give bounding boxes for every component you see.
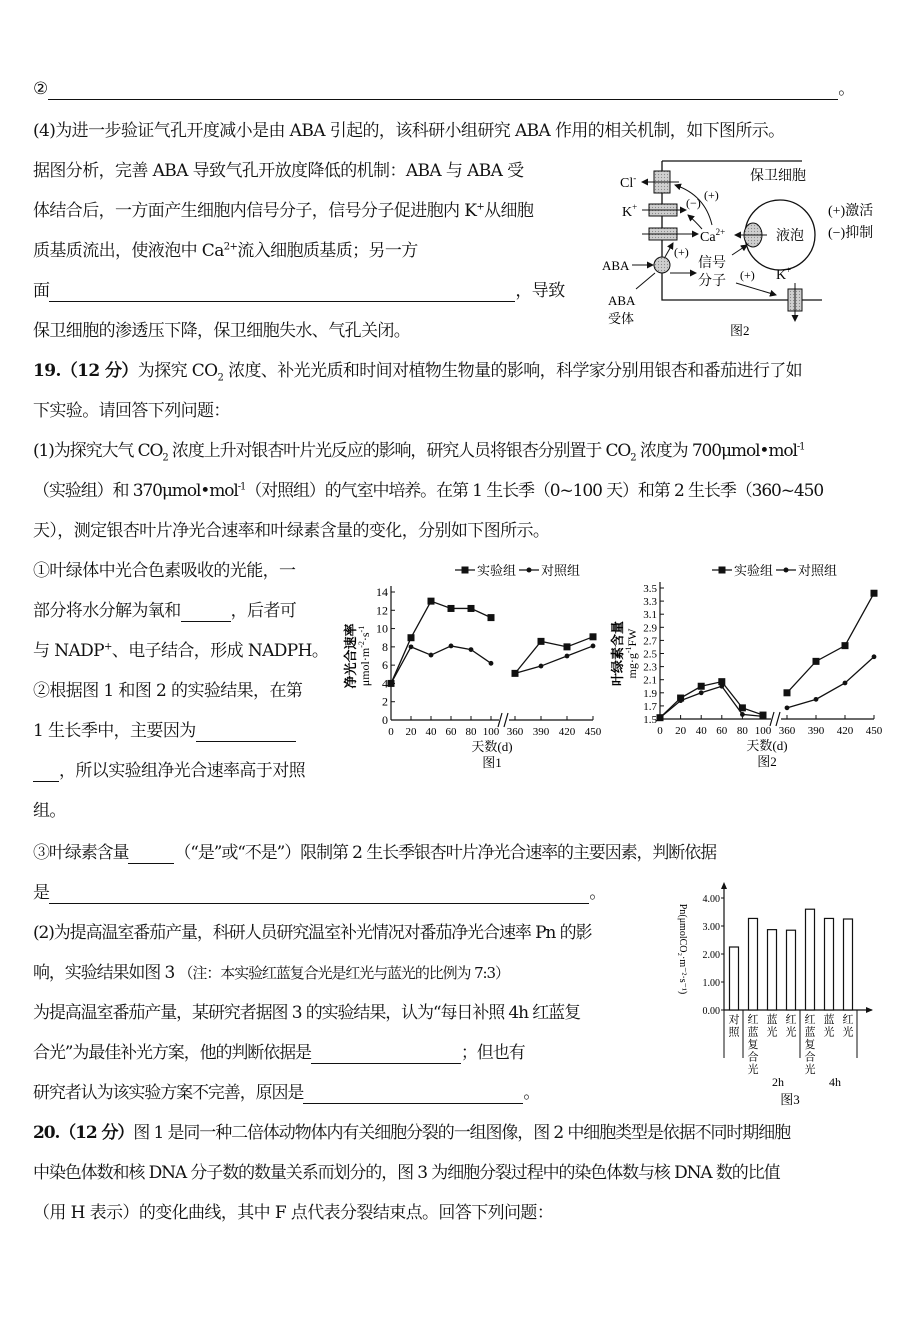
q19-q1-line3 bbox=[33, 640, 328, 662]
data-point-control bbox=[785, 705, 790, 710]
subscript: 2 bbox=[630, 452, 636, 464]
y-tick-label: 3.5 bbox=[643, 583, 657, 595]
data-point-control bbox=[719, 684, 724, 689]
data-point-control bbox=[429, 653, 434, 658]
receptor-label-1: ABA bbox=[608, 293, 636, 308]
text: 为探究 CO bbox=[137, 361, 218, 381]
category-label: 红 bbox=[842, 1014, 854, 1026]
y-axis-label-line2: $mg\cdot g^{-1}FW$ bbox=[624, 628, 639, 679]
data-point-experiment bbox=[538, 638, 545, 645]
y-axis-label: Pn(μmolCO₂·m⁻²·s⁻¹) bbox=[677, 903, 688, 995]
x-tick-label: 360 bbox=[506, 726, 524, 738]
q19-p1-line2 bbox=[33, 480, 823, 502]
q20-line3: （用 H 表示）的变化曲线，其中 F 点代表分裂结束点。回答下列问题： bbox=[33, 1203, 554, 1223]
q19-p1-line3: 天），测定银杏叶片净光合速率和叶绿素含量的变化，分别如下图所示。 bbox=[33, 521, 550, 541]
category-label: 蓝 bbox=[747, 1026, 759, 1039]
q19-q2-line3 bbox=[33, 760, 305, 782]
net-photosynthesis-chart bbox=[345, 558, 610, 778]
chart-figure-2 bbox=[612, 558, 892, 778]
x-tick-label: 80 bbox=[465, 726, 477, 738]
data-point-control bbox=[389, 681, 394, 686]
data-point-control bbox=[565, 654, 570, 659]
bar bbox=[768, 930, 777, 1010]
y-tick-label: 4 bbox=[382, 676, 388, 691]
chart-caption: 图1 bbox=[482, 755, 502, 770]
y-axis-label-line1: 叶绿素含量 bbox=[610, 620, 625, 687]
series-line-experiment bbox=[787, 593, 874, 693]
q19-q2-line4: 组。 bbox=[33, 801, 66, 821]
data-point-experiment bbox=[784, 689, 791, 696]
q19-p2-line1: (2)为提高温室番茄产量，科研人员研究温室补光情况对番茄净光合速率 Pn 的影 bbox=[33, 923, 592, 943]
data-point-control bbox=[843, 681, 848, 686]
question-number: 19. bbox=[33, 361, 61, 381]
q20-line1 bbox=[33, 1122, 790, 1144]
data-point-experiment bbox=[428, 598, 435, 605]
x-tick-label: 420 bbox=[558, 726, 576, 738]
legend-activate: (+)激活 bbox=[828, 204, 874, 219]
legend-marker-square bbox=[719, 567, 726, 574]
text: 浓度为 700μmol•mol bbox=[635, 441, 797, 461]
superscript: 2+ bbox=[223, 241, 238, 253]
q19-q3-line1 bbox=[33, 842, 716, 864]
vacuole-label: 液泡 bbox=[776, 229, 804, 244]
q19-p2-line2 bbox=[33, 962, 509, 984]
x-tick-label: 20 bbox=[405, 726, 417, 738]
text: 。 bbox=[589, 883, 606, 903]
period: 。 bbox=[838, 79, 856, 99]
cl-label: Cl- bbox=[620, 173, 637, 191]
x-tick-label: 450 bbox=[865, 725, 883, 737]
category-label: 复 bbox=[804, 1039, 816, 1051]
q19-p2-line3: 为提高温室番茄产量，某研究者据图 3 的实验结果，认为“每日补照 4h 红蓝复 bbox=[33, 1003, 580, 1023]
note: （注：本实验红蓝复合光是红光与蓝光的比例为 7:3） bbox=[178, 964, 509, 982]
text: ，所以实验组净光合速率高于对照 bbox=[59, 761, 305, 781]
text: ，导致 bbox=[515, 281, 565, 301]
q19-q3-line2 bbox=[33, 882, 606, 904]
group-label: 2h bbox=[772, 1075, 784, 1089]
ca-inhibits-k-arrow bbox=[688, 215, 702, 229]
text: 质基质流出，使液泡中 Ca bbox=[33, 241, 224, 261]
answer-blank-q18-2[interactable] bbox=[48, 81, 838, 100]
data-point-control bbox=[469, 647, 474, 652]
aba-receptor bbox=[654, 257, 670, 273]
y-axis-label-line2: $\mu mol\cdot m^{-2}\cdot s^{-1}$ bbox=[357, 625, 372, 687]
x-tick-label: 100 bbox=[754, 725, 772, 737]
data-point-experiment bbox=[813, 658, 820, 665]
receptor-pointer bbox=[636, 273, 655, 289]
y-tick-label: 1.7 bbox=[643, 700, 657, 713]
x-tick-label: 360 bbox=[778, 725, 796, 737]
data-point-control bbox=[740, 712, 745, 717]
text: ③叶绿素含量 bbox=[33, 843, 129, 863]
q19-q1-line2 bbox=[33, 600, 296, 622]
x-tick-label: 100 bbox=[482, 726, 500, 738]
text: 与 NADP bbox=[33, 641, 105, 661]
y-tick-label: 1.5 bbox=[643, 714, 657, 726]
item2-marker: ② bbox=[33, 79, 49, 99]
signal-label-1: 信号 bbox=[698, 256, 726, 271]
y-tick-label: 2.5 bbox=[643, 648, 657, 661]
data-point-experiment bbox=[698, 683, 705, 690]
superscript: -1 bbox=[796, 441, 805, 453]
q19-p2-line5 bbox=[33, 1082, 539, 1104]
data-point-experiment bbox=[590, 633, 597, 640]
q18-part4-line1: (4)为进一步验证气孔开度减小是由 ABA 引起的，该科研小组研究 ABA 作用的相关机制，如下图所示。 bbox=[33, 121, 785, 141]
legend-marker-square bbox=[462, 567, 469, 574]
text: ；但也有 bbox=[460, 1043, 525, 1063]
text: 研究者认为该实验方案不完善，原因是 bbox=[33, 1083, 304, 1103]
guard-cell-diagram bbox=[600, 155, 898, 340]
answer-blank-q19-p2a[interactable] bbox=[311, 1045, 461, 1064]
data-point-control bbox=[489, 661, 494, 666]
answer-blank-q19-2a[interactable] bbox=[196, 723, 296, 742]
bar bbox=[825, 918, 834, 1010]
chlorophyll-chart bbox=[612, 558, 892, 778]
legend-marker-dot bbox=[784, 568, 789, 573]
x-axis-label: 天数(d) bbox=[471, 739, 513, 754]
q19-intro-line1 bbox=[33, 360, 802, 382]
bar bbox=[844, 919, 853, 1010]
signal-k-arrow bbox=[736, 283, 776, 295]
x-tick-label: 0 bbox=[388, 726, 394, 738]
series-line-experiment bbox=[660, 682, 763, 718]
q19-q2-line2 bbox=[33, 720, 296, 742]
data-point-control bbox=[513, 671, 518, 676]
text: 浓度上升对银杏叶片光反应的影响，研究人员将银杏分别置于 CO bbox=[167, 441, 631, 461]
y-axis-arrow bbox=[721, 882, 727, 889]
y-tick-label: 2.7 bbox=[643, 635, 657, 648]
data-point-control bbox=[761, 714, 766, 719]
q20-line2: 中染色体数和核 DNA 分子数的数量关系而划分的，图 3 为细胞分裂过程中的染色体数与核 DNA 数的比值 bbox=[33, 1163, 780, 1183]
text: 1 生长季中，主要因为 bbox=[33, 721, 196, 741]
y-tick-label: 2.00 bbox=[702, 950, 720, 961]
answer-blank-q19-1[interactable] bbox=[181, 603, 231, 622]
q18-part4-line5 bbox=[33, 280, 565, 302]
bar bbox=[787, 930, 796, 1010]
x-axis-arrow bbox=[866, 1007, 873, 1013]
x-tick-label: 0 bbox=[657, 725, 663, 737]
signal-vacuole-arrow bbox=[732, 245, 747, 255]
question-score: （12 分） bbox=[60, 361, 138, 381]
figure-caption: 图2 bbox=[730, 323, 750, 338]
q18-item2-line bbox=[33, 78, 855, 100]
text: 图 1 是同一种二倍体动物体内有关细胞分裂的一组图像，图 2 中细胞类型是依据不同时期细胞 bbox=[133, 1123, 791, 1143]
q18-part4-line6: 保卫细胞的渗透压下降，保卫细胞失水、气孔关闭。 bbox=[33, 321, 411, 341]
x-tick-label: 20 bbox=[675, 725, 687, 737]
category-label: 蓝 bbox=[823, 1014, 835, 1026]
text: ，后者可 bbox=[230, 601, 297, 621]
series-line-control bbox=[660, 686, 763, 717]
x-tick-label: 420 bbox=[836, 725, 854, 737]
text: 合光”为最佳补光方案，他的判断依据是 bbox=[33, 1043, 311, 1063]
y-tick-label: 3.3 bbox=[643, 596, 657, 609]
group-label: 4h bbox=[829, 1075, 841, 1089]
receptor-activates-ca-arrow bbox=[665, 243, 673, 257]
series-line-experiment bbox=[515, 637, 593, 674]
legend-label-experiment: 实验组 bbox=[734, 563, 774, 578]
subscript: 2 bbox=[162, 452, 168, 464]
answer-blank-q19-3b[interactable] bbox=[49, 885, 589, 904]
bar bbox=[806, 909, 815, 1010]
chart-figure-3 bbox=[672, 880, 898, 1110]
x-tick-label: 60 bbox=[445, 726, 457, 738]
text: 流入细胞质基质；另一方 bbox=[237, 241, 418, 261]
legend-label-control: 对照组 bbox=[798, 563, 838, 578]
y-tick-label: 0 bbox=[382, 713, 388, 727]
signal-label-2: 分子 bbox=[698, 274, 726, 289]
text: 从细胞 bbox=[484, 201, 534, 221]
subscript: 2 bbox=[217, 372, 224, 384]
category-label: 蓝 bbox=[766, 1014, 778, 1026]
answer-blank-q19-3a[interactable] bbox=[128, 845, 174, 864]
text: （“是”或“不是”）限制第 2 生长季银杏叶片净光合速率的主要因素，判断依据 bbox=[174, 843, 716, 863]
data-point-experiment bbox=[842, 642, 849, 649]
x-tick-label: 390 bbox=[532, 726, 550, 738]
series-line-control bbox=[391, 646, 491, 683]
text: （对照组）的气室中培养。在第 1 生长季（0~100 天）和第 2 生长季（360~450 bbox=[245, 481, 824, 501]
axis-break-mark bbox=[776, 712, 780, 726]
q19-q1-line1: ①叶绿体中光合色素吸收的光能，一 bbox=[33, 561, 296, 581]
answer-blank-q18-4[interactable] bbox=[49, 283, 515, 302]
y-tick-label: 2.9 bbox=[643, 622, 657, 635]
text: 体结合后，一方面产生细胞内信号分子，信号分子促进胞内 K bbox=[33, 201, 477, 221]
x-tick-label: 450 bbox=[584, 726, 602, 738]
guard-cell-label: 保卫细胞 bbox=[750, 169, 806, 184]
category-label: 对 bbox=[728, 1014, 740, 1026]
category-label: 合 bbox=[747, 1051, 759, 1064]
k-out-label: K+ bbox=[776, 265, 792, 283]
category-label: 光 bbox=[747, 1064, 759, 1076]
superscript: + bbox=[104, 641, 112, 653]
y-tick-label: 1.00 bbox=[702, 978, 720, 989]
category-label: 光 bbox=[842, 1026, 854, 1039]
data-point-experiment bbox=[488, 614, 495, 621]
x-tick-label: 60 bbox=[716, 725, 728, 737]
plus-label: (+) bbox=[674, 245, 689, 259]
y-tick-label: 2.1 bbox=[643, 674, 657, 687]
pn-bar-chart bbox=[672, 880, 898, 1110]
category-label: 光 bbox=[785, 1026, 797, 1039]
plus-label: (+) bbox=[704, 188, 719, 202]
series-line-experiment bbox=[391, 601, 491, 683]
data-point-control bbox=[409, 644, 414, 649]
y-tick-label: 3.00 bbox=[702, 922, 720, 933]
data-point-experiment bbox=[871, 590, 878, 597]
category-label: 合 bbox=[804, 1051, 816, 1064]
answer-blank-q19-p2b[interactable] bbox=[303, 1085, 523, 1104]
data-point-control bbox=[591, 644, 596, 649]
y-tick-label: 6 bbox=[382, 658, 388, 673]
y-tick-label: 1.9 bbox=[643, 687, 657, 700]
k-label: K+ bbox=[622, 202, 638, 220]
data-point-experiment bbox=[468, 605, 475, 612]
q18-part4-line4 bbox=[33, 240, 418, 262]
y-tick-label: 0.00 bbox=[702, 1006, 720, 1017]
data-point-control bbox=[449, 644, 454, 649]
category-label: 红 bbox=[804, 1014, 816, 1026]
legend-label-experiment: 实验组 bbox=[477, 563, 517, 578]
plus-label: (+) bbox=[740, 268, 755, 282]
y-tick-label: 2.3 bbox=[643, 661, 657, 674]
x-tick-label: 40 bbox=[425, 726, 437, 738]
aba-label: ABA bbox=[602, 258, 630, 273]
y-tick-label: 10 bbox=[376, 621, 388, 636]
category-label: 红 bbox=[747, 1014, 759, 1026]
data-point-control bbox=[658, 715, 663, 720]
q19-p2-line4 bbox=[33, 1042, 525, 1064]
x-tick-label: 390 bbox=[807, 725, 825, 737]
text: 浓度、补光光质和时间对植物生物量的影响，科学家分别用银杏和番茄进行了如 bbox=[223, 361, 803, 381]
q19-p1-line1 bbox=[33, 440, 804, 462]
category-label: 复 bbox=[747, 1039, 759, 1051]
y-tick-label: 14 bbox=[376, 585, 388, 599]
bar bbox=[749, 918, 758, 1010]
ca-label: $Ca^{2+}$ bbox=[700, 227, 726, 245]
superscript: + bbox=[476, 201, 485, 213]
text: 、电子结合，形成 NADPH。 bbox=[111, 641, 329, 661]
data-point-control bbox=[814, 697, 819, 702]
superscript: -1 bbox=[237, 481, 246, 493]
axis-break-mark bbox=[504, 713, 508, 727]
text: 部分将水分解为氧和 bbox=[33, 601, 181, 621]
bar bbox=[730, 947, 739, 1010]
text: (1)为探究大气 CO bbox=[33, 441, 163, 461]
q18-part4-line2: 据图分析，完善 ABA 导致气孔开放度降低的机制：ABA 与 ABA 受 bbox=[33, 161, 524, 181]
text: 面 bbox=[33, 281, 50, 301]
y-tick-label: 3.1 bbox=[643, 609, 657, 622]
legend-label-control: 对照组 bbox=[541, 563, 581, 578]
text: 是 bbox=[33, 883, 50, 903]
receptor-label-2: 受体 bbox=[608, 311, 635, 326]
y-axis-label-line1: 净光合速率 bbox=[343, 623, 358, 689]
answer-blank-q19-2b[interactable] bbox=[33, 763, 59, 782]
category-label: 光 bbox=[804, 1064, 816, 1076]
text: 响，实验结果如图 3 bbox=[33, 963, 179, 983]
series-line-control bbox=[787, 657, 874, 708]
category-label: 红 bbox=[785, 1014, 797, 1026]
data-point-experiment bbox=[408, 634, 415, 641]
chart-caption: 图2 bbox=[757, 754, 777, 769]
y-tick-label: 8 bbox=[382, 639, 388, 654]
legend-inhibit: (−)抑制 bbox=[828, 226, 874, 241]
category-label: 光 bbox=[823, 1026, 835, 1039]
category-label: 照 bbox=[728, 1026, 740, 1039]
data-point-control bbox=[678, 698, 683, 703]
category-label: 光 bbox=[766, 1026, 778, 1039]
y-tick-label: 4.00 bbox=[702, 894, 720, 905]
minus-label: (−) bbox=[686, 196, 701, 210]
data-point-control bbox=[699, 690, 704, 695]
q19-intro-line2: 下实验。请回答下列问题： bbox=[33, 401, 230, 421]
text: 。 bbox=[523, 1083, 540, 1103]
chart-figure-1 bbox=[345, 558, 610, 778]
data-point-control bbox=[872, 654, 877, 659]
data-point-control bbox=[539, 664, 544, 669]
legend-marker-dot bbox=[527, 568, 532, 573]
category-label: 蓝 bbox=[804, 1026, 816, 1039]
data-point-experiment bbox=[448, 605, 455, 612]
y-tick-label: 2 bbox=[382, 694, 388, 709]
x-axis-label: 天数(d) bbox=[746, 738, 788, 753]
x-tick-label: 40 bbox=[695, 725, 707, 737]
text: （实验组）和 370μmol•mol bbox=[33, 481, 238, 501]
question-number: 20. bbox=[33, 1123, 60, 1143]
x-tick-label: 80 bbox=[736, 725, 748, 737]
q18-part4-line3 bbox=[33, 200, 533, 222]
q19-q2-line1: ②根据图 1 和图 2 的实验结果，在第 bbox=[33, 681, 303, 701]
guard-cell-svg bbox=[600, 155, 898, 340]
y-tick-label: 12 bbox=[376, 603, 388, 618]
data-point-experiment bbox=[564, 643, 571, 650]
chart-caption: 图3 bbox=[780, 1092, 800, 1107]
question-score: （12 分） bbox=[59, 1123, 134, 1143]
